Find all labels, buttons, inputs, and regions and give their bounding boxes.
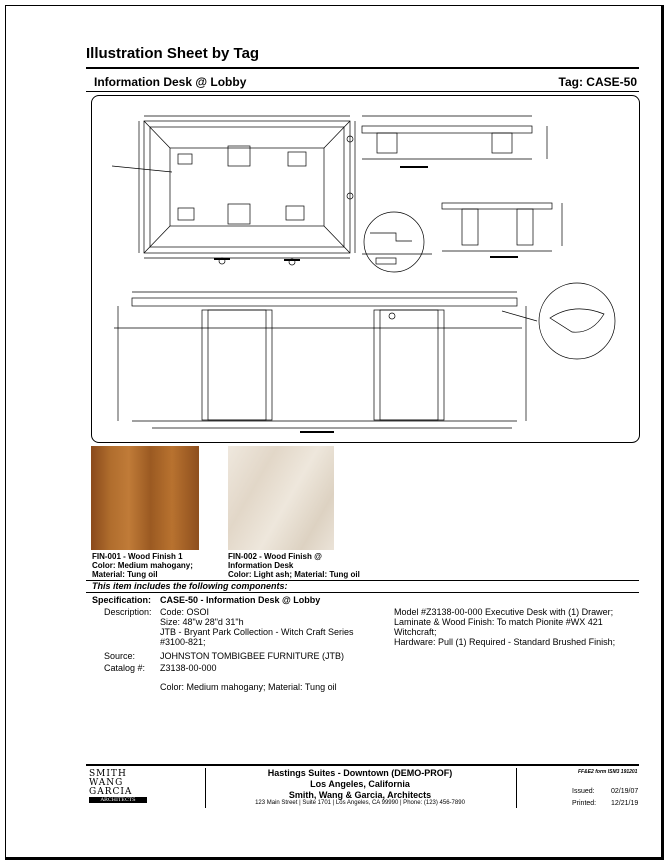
detail-circle-b: [539, 283, 615, 359]
logo-line: ARCHITECTS: [89, 797, 147, 803]
description-left: [160, 607, 390, 647]
swatch-fin-001-label: FIN-001 - Wood Finish 1: [92, 552, 183, 561]
swatch-fin-002-caption: [228, 552, 368, 579]
footer-project: Hastings Suites - Downtown (DEMO-PROF): [267, 768, 453, 778]
description-left-line: #3100-821;: [160, 637, 206, 647]
description-right-line: Laminate & Wood Finish: To match Pionite #WX 421: [394, 617, 603, 627]
side-elevation-top: [442, 203, 552, 209]
description-right: [394, 607, 639, 647]
swatch-fin-002-label: FIN-002 - Wood Finish @ Information Desk: [228, 552, 322, 570]
item-tag: Tag: CASE-50: [558, 75, 637, 89]
footer-city: Los Angeles, California: [310, 779, 410, 789]
issued-label: Issued:: [572, 788, 595, 795]
description-left-line: JTB - Bryant Park Collection - Witch Craft Series: [160, 627, 354, 637]
description-left-line: Code: OSOI: [160, 607, 210, 617]
section-top: [132, 298, 517, 306]
footer-rule: [86, 764, 639, 766]
plan-outer: [144, 121, 350, 253]
swatch-fin-001-caption: [92, 552, 227, 579]
issued-date: 02/19/07: [611, 788, 639, 795]
color-value: Color: Medium mahogany; Material: Tung oil: [160, 682, 337, 692]
components-rule-bottom: [86, 592, 639, 593]
drawing-svg: [92, 96, 639, 442]
logo-line: GARCIA: [89, 787, 133, 797]
spec-label: Specification:: [92, 595, 152, 605]
plan-inner: [150, 127, 344, 247]
printed-label: Printed:: [572, 800, 597, 807]
description-left-line: Size: 48"w 28"d 31"h: [160, 617, 244, 627]
swatch-fin-002: [228, 446, 334, 550]
plan-opening: [170, 148, 324, 226]
subtitle-rule: [86, 91, 639, 92]
swatch-fin-001-desc: Color: Medium mahogany; Material: Tung oil: [92, 561, 193, 579]
source-value: JOHNSTON TOMBIGBEE FURNITURE (JTB): [160, 651, 345, 661]
logo-line: WANG: [89, 778, 124, 788]
description-right-line: Witchcraft;: [394, 627, 437, 637]
technical-drawing: [91, 95, 640, 443]
components-intro: This item includes the following components:: [92, 581, 288, 591]
description-right-line: Model #Z3138-00-000 Executive Desk with (1) Drawer;: [394, 607, 614, 617]
spec-value: CASE-50 - Information Desk @ Lobby: [160, 595, 321, 605]
footer-address: 123 Main Street | Suite 1701 | Los Angeles, CA 99990 | Phone: (123) 456-7890: [255, 800, 465, 806]
catalog-value: Z3138-00-000: [160, 663, 217, 673]
footer-divider-right: [516, 768, 517, 808]
title-rule: [86, 67, 639, 69]
page-title: Illustration Sheet by Tag: [86, 45, 260, 62]
logo-line: SMITH: [89, 769, 127, 779]
firm-logo: [89, 770, 147, 810]
footer-firm: Smith, Wang & Garcia, Architects: [288, 790, 432, 800]
form-id: FF&E2 form ISM3 191201: [578, 769, 638, 775]
printed-date: 12/21/19: [611, 800, 639, 807]
description-label: Description:: [104, 607, 152, 617]
catalog-label: Catalog #:: [104, 663, 146, 673]
item-name: Information Desk @ Lobby: [94, 75, 247, 89]
detail-circle-a: [364, 212, 424, 272]
description-right-line: Hardware: Pull (1) Required - Standard Brushed Finish;: [394, 637, 616, 647]
swatch-fin-001: [91, 446, 199, 550]
elevation-top: [362, 126, 532, 133]
source-label: Source:: [104, 651, 136, 661]
swatch-fin-002-desc: Color: Light ash; Material: Tung oil: [228, 570, 360, 579]
